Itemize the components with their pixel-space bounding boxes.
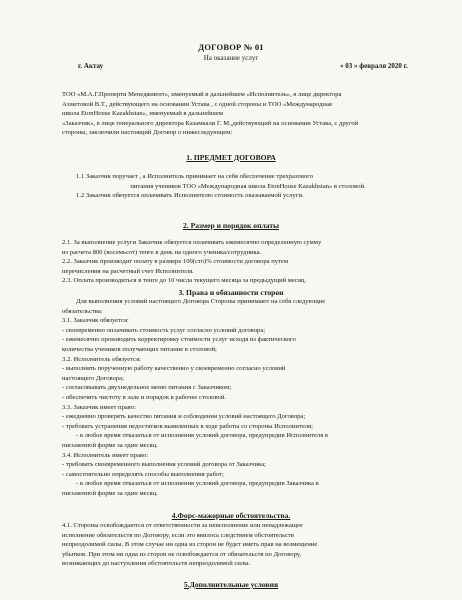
clause-line: - самостоятельно определять способы выполнения работ; <box>62 470 224 478</box>
clause-line: 3.1. Заказчик обязуется: <box>62 317 129 325</box>
clause-line: - в любое время отказаться от исполнения условий договора, предупредив Заказчика в <box>76 480 319 488</box>
clause-line: - обеспечить чистоту в зале и порядок в рабочее столовой. <box>62 393 227 401</box>
clause-line: - ежемесячно производить корректировку стоимости услуг исходя из фактического <box>62 336 296 344</box>
clause-line: 2.2. Заказчик производит оплату в размере 100(сто)% стоимости договора путем <box>62 258 289 266</box>
section-4-body <box>62 521 434 569</box>
section-5-heading <box>0 580 462 589</box>
contract-city: г. Актау <box>78 62 104 70</box>
clause-line: обязательства: <box>62 307 103 315</box>
clause-line: - требовать устранения недостатков выявленных в ходе работы со стороны Исполнителя; <box>62 422 313 430</box>
clause-line: 3.3. Заказчик имеет право: <box>62 403 137 411</box>
clause-line: из расчета 800 (восемьсот) тенге в день на одного ученика/сотрудника. <box>62 248 262 256</box>
parties-line: ТОО «М.А.Г.Проперти Менеджмент», именуемый в дальнейшем «Исполнитель», в лице директора <box>62 91 342 98</box>
clause-line: количества учеников получающих питание в столовой; <box>62 345 217 353</box>
contract-title: ДОГОВОР № 01 <box>198 42 264 52</box>
clause-line: письменной форме за один месяц. <box>62 489 158 497</box>
clause-line: - в любое время отказаться от исполнения условий договора, предупредив Исполнителя в <box>76 432 329 440</box>
section-heading-text: 5.Дополнительные условия <box>183 580 279 589</box>
section-1-body <box>62 172 434 201</box>
section-4-heading <box>0 511 462 520</box>
clause-line: - ежедневно проверять качество питания и соблюдения условий настоящего Договора; <box>62 413 306 421</box>
clause-line: 2.1. За выполнение услуги Заказчик обязуется оплачивать ежемесячно определенную сумму <box>62 239 322 246</box>
parties-paragraph <box>62 90 434 138</box>
clause-line: настоящего Договора; <box>62 374 124 382</box>
clause-line: исполнение обязательств по Договору, если это явилось следствием обстоятельств <box>62 531 295 539</box>
clause-line: возникающих до наступления обстоятельств непреодолимой силы. <box>62 560 251 568</box>
clause-line: питания учеников ТОО «Международная школа EtonHouse Kazakhstan» в столовой. <box>130 182 366 190</box>
section-heading-text: 1. ПРЕДМЕТ ДОГОВОРА <box>186 153 276 162</box>
clause-line: 3.2. Исполнитель обязуется: <box>62 355 141 363</box>
section-3-heading <box>0 288 462 297</box>
clause-line: перечисления на расчетный счет Исполнителя. <box>62 267 194 275</box>
clause-line: 2.3. Оплата производиться в тенге до 10 числа текущего месяца за предыдущий месяц. <box>62 277 307 285</box>
section-heading-text: 2. Размер и порядок оплаты <box>182 221 280 230</box>
parties-line: «Заказчик», в лице генерального директора Казамкали Г. М.,действующий на основании Устава, с другой <box>62 119 359 127</box>
section-1-heading <box>0 153 462 162</box>
clause-line: 3.4. Исполнитель имеет право: <box>62 451 149 459</box>
parties-line: школа EtonHouse Kazakhstan», именуемый в дальнейшем <box>62 110 223 118</box>
clause-line: письменной форме за один месяц. <box>62 441 158 449</box>
section-2-heading <box>0 221 462 230</box>
clause-line: 4.1. Стороны освобождаются от ответственности за неисполнение или ненадлежащее <box>62 522 303 529</box>
clause-line: убытков. При этом ни одна из сторон не освобождается от обязательств по Договору, <box>62 550 302 558</box>
clause-line: непреодолимой силы. В этом случае ни одна из сторон не будет иметь прав на возмещение <box>62 541 318 549</box>
parties-line: стороны, заключили настоящий Договор о нижеследующем: <box>62 129 233 137</box>
clause-line: 1.2 Заказчик обязуется оплачивать Исполнителю стоимость оказываемой услуги. <box>76 192 304 200</box>
clause-line: - согласовывать двухнедельное меню питания с Заказчиком; <box>62 384 232 392</box>
clause-line: Для выполнения условий настоящего Договора Стороны принимают на себя следующие <box>76 298 326 305</box>
contract-subtitle: На оказание услуг <box>203 54 259 62</box>
parties-line: Ахметовой В.Т., действующего на основании Устава , с одной стороны и ТОО «Международная <box>62 100 332 108</box>
clause-line: - требовать своевременного выполнения условий договора от Заказчика; <box>62 461 266 469</box>
section-heading-text: 3. Права и обязанности сторон <box>178 288 284 297</box>
contract-date: « 03 » февраля 2020 г. <box>340 62 408 70</box>
clause-line: - своевременно оплачивать стоимость услуг согласно условий договора; <box>62 326 266 334</box>
clause-line: 1.1 Заказчик поручает , а Исполнитель принимает на себя обеспечение трехразового <box>76 173 314 180</box>
section-3-body <box>62 297 434 498</box>
section-heading-text: 4.Форс-мажорные обстоятельства. <box>171 511 291 520</box>
clause-line: - выполнять порученную работу качественно у своевременно согласно условий <box>62 365 286 373</box>
section-2-body <box>62 238 434 286</box>
